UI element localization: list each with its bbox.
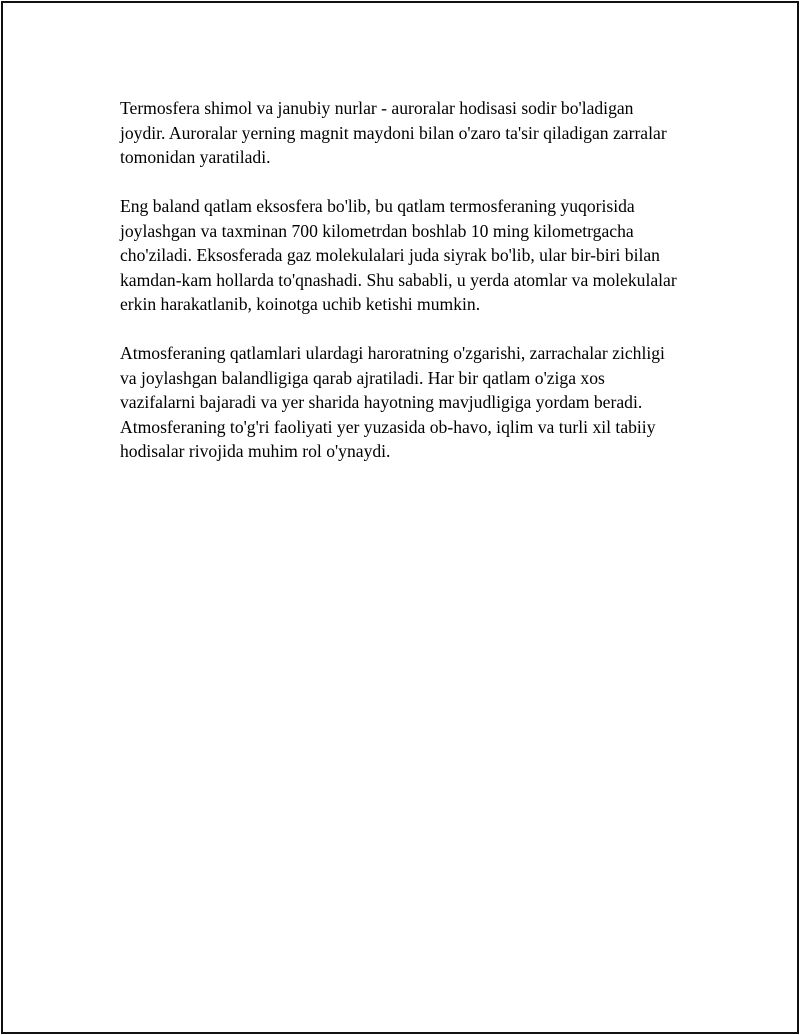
paragraph-exosphere: Eng baland qatlam eksosfera bo'lib, bu qatlam termosferaning yuqorisida joylashgan va taxminan 700 kilometrdan boshlab 10 ming kilometrgacha cho'ziladi. Eksosferada gaz molekulalari juda siyrak bo'lib, ular bir-biri bilan kamdan-kam hollarda to'qnashadi. Shu sababli, u yerda atomlar va molekulalar erkin harakatlanib, koinotga uchib ketishi mumkin. (120, 196, 677, 314)
paragraph-aurora: Termosfera shimol va janubiy nurlar - auroralar hodisasi sodir bo'ladigan joydir. Auroralar yerning magnit maydoni bilan o'zaro ta'sir qiladigan zarralar tomonidan yaratiladi. (120, 98, 667, 167)
paragraph-atmosphere-layers: Atmosferaning qatlamlari ulardagi haroratning o'zgarishi, zarrachalar zichligi va joylashgan balandligiga qarab ajratiladi. Har bir qatlam o'ziga xos vazifalarni bajaradi va yer sharida hayotning mavjudligiga yordam beradi. Atmosferaning to'g'ri faoliyati yer yuzasida ob-havo, iqlim va turli xil tabiiy hodisalar rivojida muhim rol o'ynaydi. (120, 343, 665, 461)
document-body (120, 96, 680, 488)
document-page (1, 1, 799, 1034)
